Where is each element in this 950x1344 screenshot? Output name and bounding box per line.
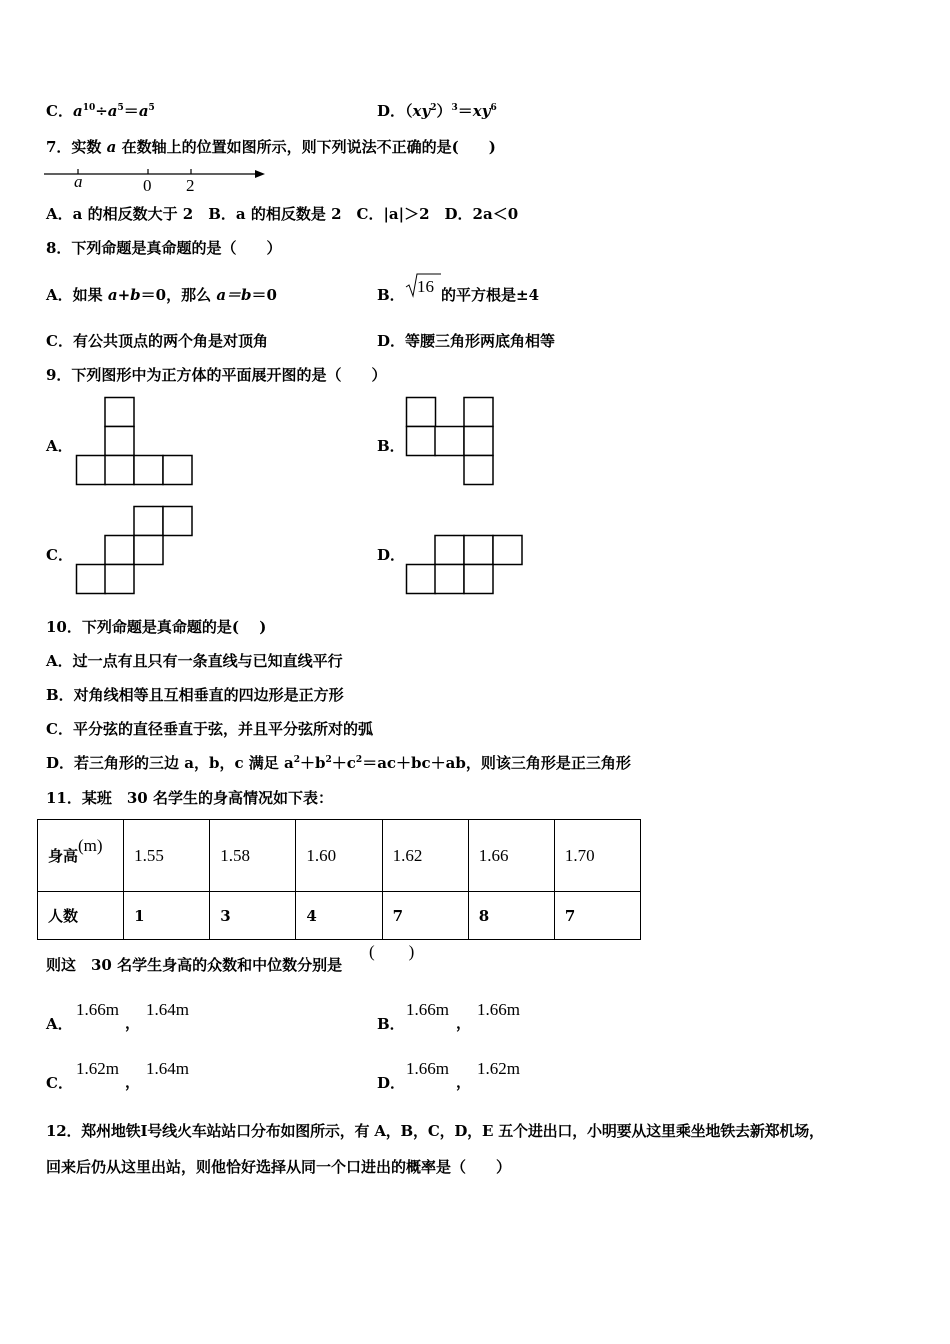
table-cell-header: 人数: [38, 892, 124, 940]
q8-option-b-letter: B．: [377, 286, 405, 304]
axis-label-0: 0: [143, 176, 152, 195]
sqrt-radicand: 16: [417, 277, 434, 296]
net-c: [76, 506, 194, 596]
q11-option-c-v1: 1.62m: [76, 1059, 119, 1078]
q11-option-a-sep: ，: [125, 1014, 141, 1032]
q9-label-b: B．: [377, 437, 405, 455]
axis-label-a: a: [74, 172, 83, 191]
q10-option-c: C．平分弦的直径垂直于弦，并且平分弦所对的弧: [46, 720, 373, 738]
table-cell: 1.55: [124, 820, 210, 892]
height-table: [37, 819, 641, 940]
q12-line2: 回来后仍从这里出站，则他恰好选择从同一个口进出的概率是（ ）: [46, 1158, 512, 1176]
table-cell: 7: [554, 892, 640, 940]
q8-option-b-text: 的平方根是±4: [441, 286, 540, 304]
q7-stem: 7．实数 a 在数轴上的位置如图所示，则下列说法不正确的是( ): [46, 138, 496, 156]
net-a: [76, 397, 194, 487]
q11-option-b-sep: ，: [456, 1014, 472, 1032]
net-d: [406, 535, 526, 597]
q6-option-c: C．$a^{10}\div a^5=a^5$: [46, 102, 155, 120]
q6-option-d: D．$(xy^2)^3=xy^6$: [377, 102, 497, 120]
axis-label-2: 2: [186, 176, 195, 195]
q11-paren: ( ): [369, 942, 415, 961]
table-cell: 1.60: [296, 820, 382, 892]
table-cell: 1.70: [554, 820, 640, 892]
q10-option-d: D．若三角形的三边 a，b，c 满足 $a^2+b^2+c^2=ac+bc+ab$，则该三角形是正三角形: [46, 754, 631, 772]
q10-stem: 10．下列命题是真命题的是( ): [46, 618, 267, 636]
q10-option-b: B．对角线相等且互相垂直的四边形是正方形: [46, 686, 344, 704]
table-cell: 7: [382, 892, 468, 940]
q9-label-d: D．: [377, 546, 406, 564]
q9-stem: 9．下列图形中为正方体的平面展开图的是（ ）: [46, 366, 387, 384]
q8-option-d: D．等腰三角形两底角相等: [377, 332, 556, 350]
table-cell: 1: [124, 892, 210, 940]
q11-option-a-v1: 1.66m: [76, 1000, 119, 1019]
q11-option-a-v2: 1.64m: [146, 1000, 189, 1019]
q9-label-a: A．: [46, 437, 73, 455]
q12-line1: 12．郑州地铁Ⅰ号线火车站站口分布如图所示，有 A，B，C，D，E 五个进出口，小明要从这里乘坐地铁去新郑机场，: [46, 1122, 824, 1140]
q11-option-d-v1: 1.66m: [406, 1059, 449, 1078]
table-cell: 3: [210, 892, 296, 940]
table-cell: 1.66: [468, 820, 554, 892]
table-cell: 4: [296, 892, 382, 940]
table-cell-header: 身高(m): [38, 820, 124, 892]
table-cell: 8: [468, 892, 554, 940]
q11-question: 则这 30 名学生身高的众数和中位数分别是: [46, 956, 343, 974]
q7-options: A．a 的相反数大于 2 B．a 的相反数是 2 C．|a|＞2 D．2a＜0: [46, 205, 519, 223]
q11-option-c-sep: ，: [125, 1073, 141, 1091]
q11-option-b-v1: 1.66m: [406, 1000, 449, 1019]
q10-option-a: A．过一点有且只有一条直线与已知直线平行: [46, 652, 343, 670]
q8-stem: 8．下列命题是真命题的是（ ）: [46, 239, 282, 257]
q11-option-c-letter: C．: [46, 1074, 73, 1092]
q11-option-c-v2: 1.64m: [146, 1059, 189, 1078]
q11-option-d-letter: D．: [377, 1074, 406, 1092]
net-b: [406, 397, 496, 487]
table-cell: 1.58: [210, 820, 296, 892]
q11-option-b-letter: B．: [377, 1015, 405, 1033]
q11-option-b-v2: 1.66m: [477, 1000, 520, 1019]
table-row: [38, 892, 641, 940]
q11-option-a-letter: A．: [46, 1015, 73, 1033]
q11-option-d-v2: 1.62m: [477, 1059, 520, 1078]
q8-option-c: C．有公共顶点的两个角是对顶角: [46, 332, 268, 350]
q8-option-a: A．如果 a+b＝0，那么 a＝b＝0: [46, 286, 277, 304]
q11-stem: 11．某班 30 名学生的身高情况如下表：: [46, 789, 333, 807]
table-row: [38, 820, 641, 892]
table-cell: 1.62: [382, 820, 468, 892]
q9-label-c: C．: [46, 546, 73, 564]
q11-option-d-sep: ，: [456, 1073, 472, 1091]
